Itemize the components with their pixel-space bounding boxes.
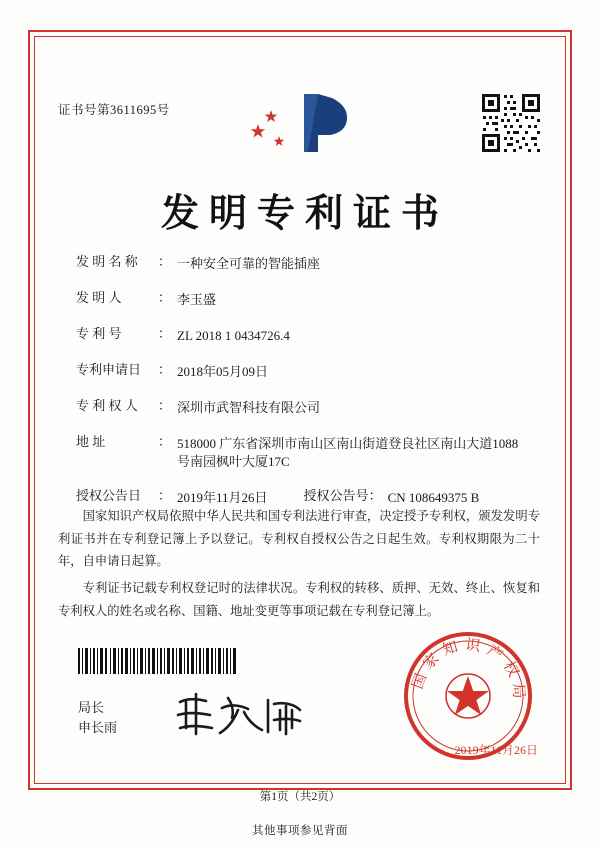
field-label: 专 利 权 人 [76, 397, 138, 413]
director-signature [168, 688, 308, 742]
field-colon: ： [158, 254, 172, 269]
field-label: 发 明 人 [76, 289, 122, 305]
paragraph-2: 专利证书记载专利权登记时的法律状况。专利权的转移、质押、无效、终止、恢复和专利权人的姓名或名称、国籍、地址变更等事项记载在专利登记簿上。 [58, 581, 540, 618]
field-patentee [76, 399, 526, 417]
cnipa-logo-icon [248, 88, 354, 158]
field-value: 2018年05月09日 [177, 363, 269, 379]
barcode [78, 648, 238, 674]
qr-code-icon [480, 92, 542, 154]
footer-note: 其他事项参见背面 [252, 825, 348, 837]
director-block [78, 698, 117, 738]
paragraph-1: 国家知识产权局依照中华人民共和国专利法进行审查，决定授予专利权，颁发发明专利证书并在专利登记簿上予以登记。专利权自授权公告之日起生效。专利权期限为二十年，自申请日起算。 [58, 509, 540, 569]
director-label: 局长 [78, 700, 105, 715]
legal-text [58, 505, 540, 627]
field-label: 专 利 号 [76, 325, 122, 341]
field-colon: ： [158, 325, 172, 341]
field-patent-number [76, 327, 526, 345]
field-value: 518000 广东省深圳市南山区南山街道登良社区南山大道1088号南园枫叶大厦17C [177, 435, 519, 470]
field-value-secondary: CN 108649375 B [387, 490, 480, 506]
field-colon-secondary: ： [368, 488, 382, 504]
field-colon: ： [158, 397, 172, 413]
field-address [76, 435, 526, 472]
field-label: 专利申请日 [76, 361, 142, 377]
field-label: 授权公告日 [76, 488, 142, 504]
field-label: 发 明 名 称 [76, 254, 138, 269]
field-invention-title [76, 255, 526, 273]
field-value: 李玉盛 [177, 291, 217, 307]
field-application-date [76, 363, 526, 381]
field-inventor [76, 291, 526, 309]
field-value: ZL 2018 1 0434726.4 [177, 327, 290, 343]
page-number: 第1页（共2页） [259, 791, 341, 803]
field-value: 2019年11月26日 [177, 490, 268, 506]
field-label-secondary: 授权公告号 [303, 488, 369, 504]
field-label: 地 址 [76, 433, 106, 449]
certificate-number: 证书号第3611695号 [58, 103, 170, 117]
field-colon: ： [158, 433, 172, 449]
field-colon: ： [158, 289, 172, 305]
field-value: 一种安全可靠的智能插座 [177, 256, 321, 271]
field-value: 深圳市武智科技有限公司 [177, 399, 321, 415]
seal-date: 2019年11月26日 [454, 745, 538, 757]
field-colon: ： [158, 361, 172, 377]
field-colon: ： [158, 488, 172, 504]
director-name: 申长雨 [78, 720, 118, 736]
field-list [76, 255, 526, 525]
page-title: 发明专利证书 [160, 190, 449, 235]
seal-ring-text: 国家知识产权局 [408, 635, 529, 705]
